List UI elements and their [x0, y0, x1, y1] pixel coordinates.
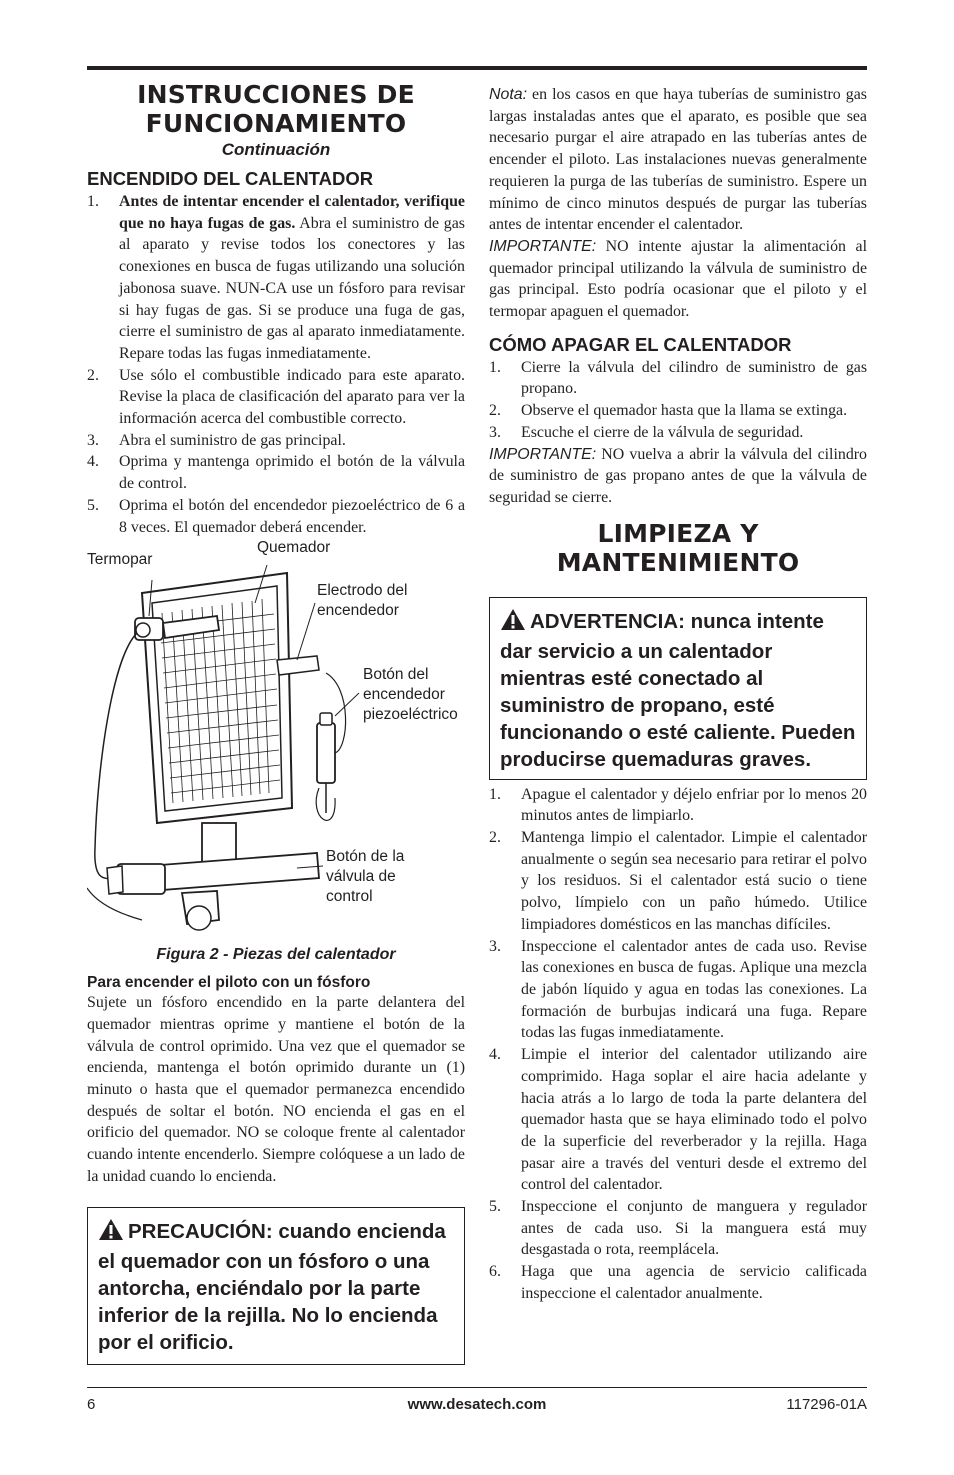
label-boton-piezo: Botón del encendedor piezoeléctrico — [363, 666, 458, 724]
lighting-steps-list — [87, 191, 465, 538]
list-item: 1. Apague el calentador y déjelo enfriar por lo menos 20 minutos antes de limpiarlo. — [489, 785, 867, 825]
top-rule — [87, 66, 867, 70]
bottom-rule — [87, 1387, 867, 1388]
continuation-label: Continuación — [221, 140, 331, 159]
document-number: 117296-01A — [786, 1396, 867, 1413]
importante-paragraph-2: IMPORTANTE: NO vuelva a abrir la válvula del cilindro de suministro de gas propano antes de que la válvula de seguridad se cierre. — [489, 445, 867, 506]
heading-match-lighting: Para encender el piloto con un fósforo — [87, 974, 371, 992]
list-item: 2. Mantenga limpio el calentador. Limpie el calentador anualmente o según sea necesario para retirar el polvo y los residuos. Si el calentador está sucio o tiene polvo, límpielo con un paño húmedo. Utilice limpiadores domésticos en las manchas difíciles. — [489, 829, 867, 933]
figure-caption: Figura 2 - Piezas del calentador — [156, 946, 396, 964]
page-number: 6 — [87, 1396, 96, 1413]
list-item: 6. Haga que una agencia de servicio calificada inspeccione el calentador anualmente. — [489, 1263, 867, 1302]
shutdown-steps-list — [489, 357, 867, 444]
list-item: 3. Escuche el cierre de la válvula de seguridad. — [489, 423, 804, 441]
list-item: 1. Cierre la válvula del cilindro de suministro de gas propano. — [489, 358, 867, 398]
heading-lighting: ENCENDIDO DEL CALENTADOR — [87, 168, 374, 189]
caution-box: PRECAUCIÓN: cuando encienda el quemador con un fósforo o una antorcha, enciéndalo por la parte inferior de la rejilla. No lo encienda por el orificio. — [87, 1207, 465, 1365]
maintenance-steps-list — [489, 784, 867, 1305]
label-termopar: Termopar — [87, 551, 153, 569]
list-item: 5. Inspeccione el conjunto de manguera y regulador antes de cada uso. Si la manguera está muy desgastada o rota, reemplácela. — [489, 1198, 867, 1259]
nota-paragraph: Nota: en los casos en que haya tuberías de suministro gas largas instaladas antes que el aparato, es posible que sea necesario purgar el aire atrapado en las tuberías antes de encender el piloto. Las instalaciones nuevas generalmente requieren la purga de las tuberías de suministro. Espere un mínimo de cinco minutos después de purgar las tuberías antes de intentar encender el calentador. — [489, 86, 867, 234]
section-title-operating: INSTRUCCIONES DE FUNCIONAMIENTO — [137, 80, 415, 138]
label-boton-valvula: Botón de la válvula de control — [326, 848, 405, 906]
list-item: 3. Inspeccione el calentador antes de cada uso. Revise las conexiones en busca de fugas. Aplique una mezcla de jabón líquido y agua en todas las conexiones. La formación de burbujas indicará una fuga. Repare todas las fugas inmediatamente. — [489, 937, 867, 1042]
left-column — [87, 80, 465, 1365]
list-item: 2. Observe el quemador hasta que la llama se extinga. — [489, 402, 848, 420]
match-lighting-paragraph: Sujete un fósforo encendido en la parte delantera del quemador mientras oprime y mantiene el botón de la válvula de control oprimido. Una vez que el quemador se encienda, mantenga el botón oprimido durante un (1) minuto o hasta que el quemador permanezca encendido después de soltar el botón. NO encienda el gas en el orificio del quemador. NO se coloque frente al calentador cuando intente encenderlo. Siempre colóquese a un lado de la unidad cuando lo encienda. — [87, 994, 465, 1185]
warning-triangle-icon — [500, 608, 526, 638]
label-electrodo: Electrodo del encendedor — [317, 582, 408, 620]
warning-box: ADVERTENCIA: nunca intente dar servicio a un calentador mientras esté conectado al suministro de propano, esté funcionando o esté caliente. Pueden producirse quemaduras graves. — [489, 597, 867, 780]
list-item: 2. Use sólo el combustible indicado para este aparato. Revise la placa de clasificación del aparato para ver la información acerca del combustible correcto. — [87, 366, 465, 428]
list-item: 5. Oprima el botón del encendedor piezoeléctrico de 6 a 8 veces. El quemador deberá encender. — [87, 496, 465, 536]
warning-triangle-icon — [98, 1218, 124, 1248]
heater-illustration — [87, 548, 465, 946]
label-quemador: Quemador — [257, 539, 331, 557]
heading-shutdown: CÓMO APAGAR EL CALENTADOR — [489, 333, 792, 355]
importante-paragraph-1: IMPORTANTE: NO intente ajustar la alimentación al quemador principal utilizando la válvula de suministro de gas principal. Esto podría ocasionar que el piloto y el termopar apaguen el quemador. — [489, 237, 867, 321]
list-item: 1. Antes de intentar encender el calentador, verifique que no haya fugas de gas. Abra el suministro de gas al aparato y revise todos los conectores y las conexiones en busca de fugas utilizando una solución jabonosa suave. NUN-CA use un fósforo para revisar si hay fugas de gas. Si se produce una fuga de gas, cierre el suministro de gas al aparato inmediatamente. Repare todas las fugas inmediatamente. — [87, 193, 465, 362]
right-column — [489, 84, 867, 1305]
list-item: 4. Limpie el interior del calentador utilizando aire comprimido. Haga soplar el aire hacia adelante y hacia atrás a lo largo de toda la parte delantera del quemador hasta que se haya eliminado todo el polvo de la superficie del reverberador y la rejilla. Haga pasar aire a través del venturi desde el extremo del control del calentador. — [489, 1046, 867, 1194]
website-link[interactable]: www.desatech.com — [407, 1396, 547, 1413]
list-item: 3. Abra el suministro de gas principal. — [87, 431, 346, 449]
heater-parts-figure — [87, 539, 465, 946]
section-title-cleaning: LIMPIEZA Y MANTENIMIENTO — [556, 518, 800, 577]
list-item: 4. Oprima y mantenga oprimido el botón de la válvula de control. — [87, 453, 465, 493]
